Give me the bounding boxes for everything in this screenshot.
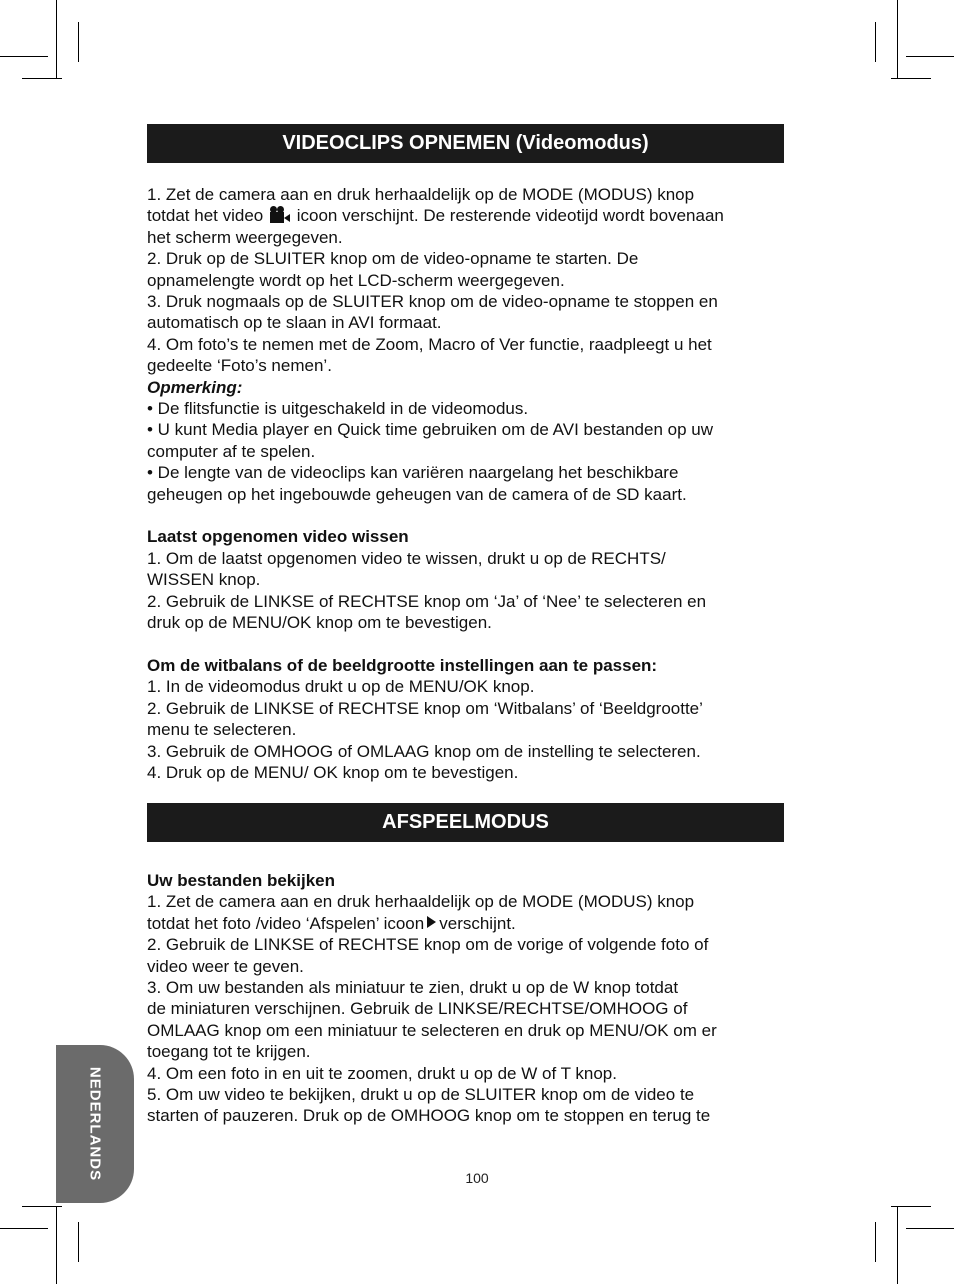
section-title: AFSPEELMODUS: [382, 811, 549, 833]
paragraph: 4. Om foto’s te nemen met de Zoom, Macro of Ver functie, raadpleegt u het: [147, 334, 712, 354]
paragraph: druk op de MENU/OK knop om te bevestigen.: [147, 613, 492, 633]
paragraph: 3. Om uw bestanden als miniatuur te zien, drukt u op de W knop totdat: [147, 978, 679, 998]
bullet-item: computer af te spelen.: [147, 441, 316, 461]
paragraph: 4. Om een foto in en uit te zoomen, drukt u op de W of T knop.: [147, 1063, 617, 1083]
paragraph: 1. In de videomodus drukt u op de MENU/OK knop.: [147, 677, 535, 697]
crop-mark: [897, 1206, 898, 1284]
note-label: Opmerking:: [147, 377, 243, 397]
paragraph: 4. Druk op de MENU/ OK knop om te bevestigen.: [147, 762, 519, 782]
subheading: Laatst opgenomen video wissen: [147, 527, 409, 547]
paragraph: het scherm weergegeven.: [147, 227, 343, 247]
videomode-content: [147, 184, 787, 783]
paragraph: 2. Gebruik de LINKSE of RECHTSE knop om ‘Witbalans’ of ‘Beeldgrootte’: [147, 698, 703, 718]
video-camera-icon: [270, 206, 290, 223]
crop-mark: [0, 56, 48, 57]
crop-mark: [56, 0, 57, 78]
page-number: 100: [465, 1170, 489, 1186]
subheading: Om de witbalans of de beeldgrootte instellingen aan te passen:: [147, 655, 658, 675]
crop-mark: [875, 1222, 876, 1262]
play-icon: [427, 916, 436, 928]
section-banner-playback: [147, 803, 784, 842]
paragraph: 2. Gebruik de LINKSE of RECHTSE knop om ‘Ja’ of ‘Nee’ te selecteren en: [147, 591, 707, 611]
crop-mark: [78, 22, 79, 62]
crop-mark: [22, 1206, 62, 1207]
paragraph: 1. Zet de camera aan en druk herhaaldelijk op de MODE (MODUS) knop: [147, 185, 695, 204]
paragraph: totdat het video icoon verschijnt. De resterende videotijd wordt bovenaan: [147, 206, 724, 226]
bullet-item: • De flitsfunctie is uitgeschakeld in de videomodus.: [147, 399, 529, 419]
paragraph: 1. Om de laatst opgenomen video te wissen, drukt u op de RECHTS/: [147, 548, 666, 568]
paragraph: gedeelte ‘Foto’s nemen’.: [147, 356, 332, 376]
paragraph: totdat het foto /video ‘Afspelen’ icoon verschijnt.: [147, 913, 516, 933]
language-label: NEDERLANDS: [86, 1066, 104, 1182]
section-banner-videomode: [147, 124, 784, 163]
crop-mark: [22, 78, 62, 79]
paragraph: video weer te geven.: [147, 956, 304, 976]
paragraph: OMLAAG knop om een miniatuur te selecteren en druk op MENU/OK om er: [147, 1020, 717, 1040]
crop-mark: [891, 78, 931, 79]
paragraph: opnamelengte wordt op het LCD-scherm weergegeven.: [147, 270, 565, 290]
bullet-item: geheugen op het ingebouwde geheugen van de camera of de SD kaart.: [147, 484, 687, 504]
section-title: VIDEOCLIPS OPNEMEN (Videomodus): [282, 132, 649, 154]
language-tab: [56, 1045, 134, 1203]
crop-mark: [875, 22, 876, 62]
paragraph: starten of pauzeren. Druk op de OMHOOG knop om te stoppen en terug te: [147, 1106, 711, 1126]
subheading: Uw bestanden bekijken: [147, 871, 335, 890]
crop-mark: [906, 56, 954, 57]
paragraph: menu te selecteren.: [147, 720, 297, 740]
playback-content: [147, 870, 787, 1127]
paragraph: toegang tot te krijgen.: [147, 1042, 311, 1062]
paragraph: WISSEN knop.: [147, 570, 261, 590]
paragraph: 2. Gebruik de LINKSE of RECHTSE knop om de vorige of volgende foto of: [147, 935, 709, 955]
crop-mark: [906, 1228, 954, 1229]
paragraph: 5. Om uw video te bekijken, drukt u op de SLUITER knop om de video te: [147, 1085, 695, 1105]
crop-mark: [78, 1222, 79, 1262]
paragraph: 3. Gebruik de OMHOOG of OMLAAG knop om de instelling te selecteren.: [147, 741, 701, 761]
paragraph: 2. Druk op de SLUITER knop om de video-opname te starten. De: [147, 249, 639, 269]
paragraph: 1. Zet de camera aan en druk herhaaldelijk op de MODE (MODUS) knop: [147, 892, 695, 912]
paragraph: automatisch op te slaan in AVI formaat.: [147, 313, 442, 333]
crop-mark: [0, 1228, 48, 1229]
bullet-item: • U kunt Media player en Quick time gebruiken om de AVI bestanden op uw: [147, 420, 714, 440]
crop-mark: [891, 1206, 931, 1207]
crop-mark: [56, 1206, 57, 1284]
paragraph: 3. Druk nogmaals op de SLUITER knop om de video-opname te stoppen en: [147, 292, 718, 312]
crop-mark: [897, 0, 898, 78]
bullet-item: • De lengte van de videoclips kan variëren naargelang het beschikbare: [147, 463, 679, 483]
paragraph: de miniaturen verschijnen. Gebruik de LINKSE/RECHTSE/OMHOOG of: [147, 999, 688, 1019]
